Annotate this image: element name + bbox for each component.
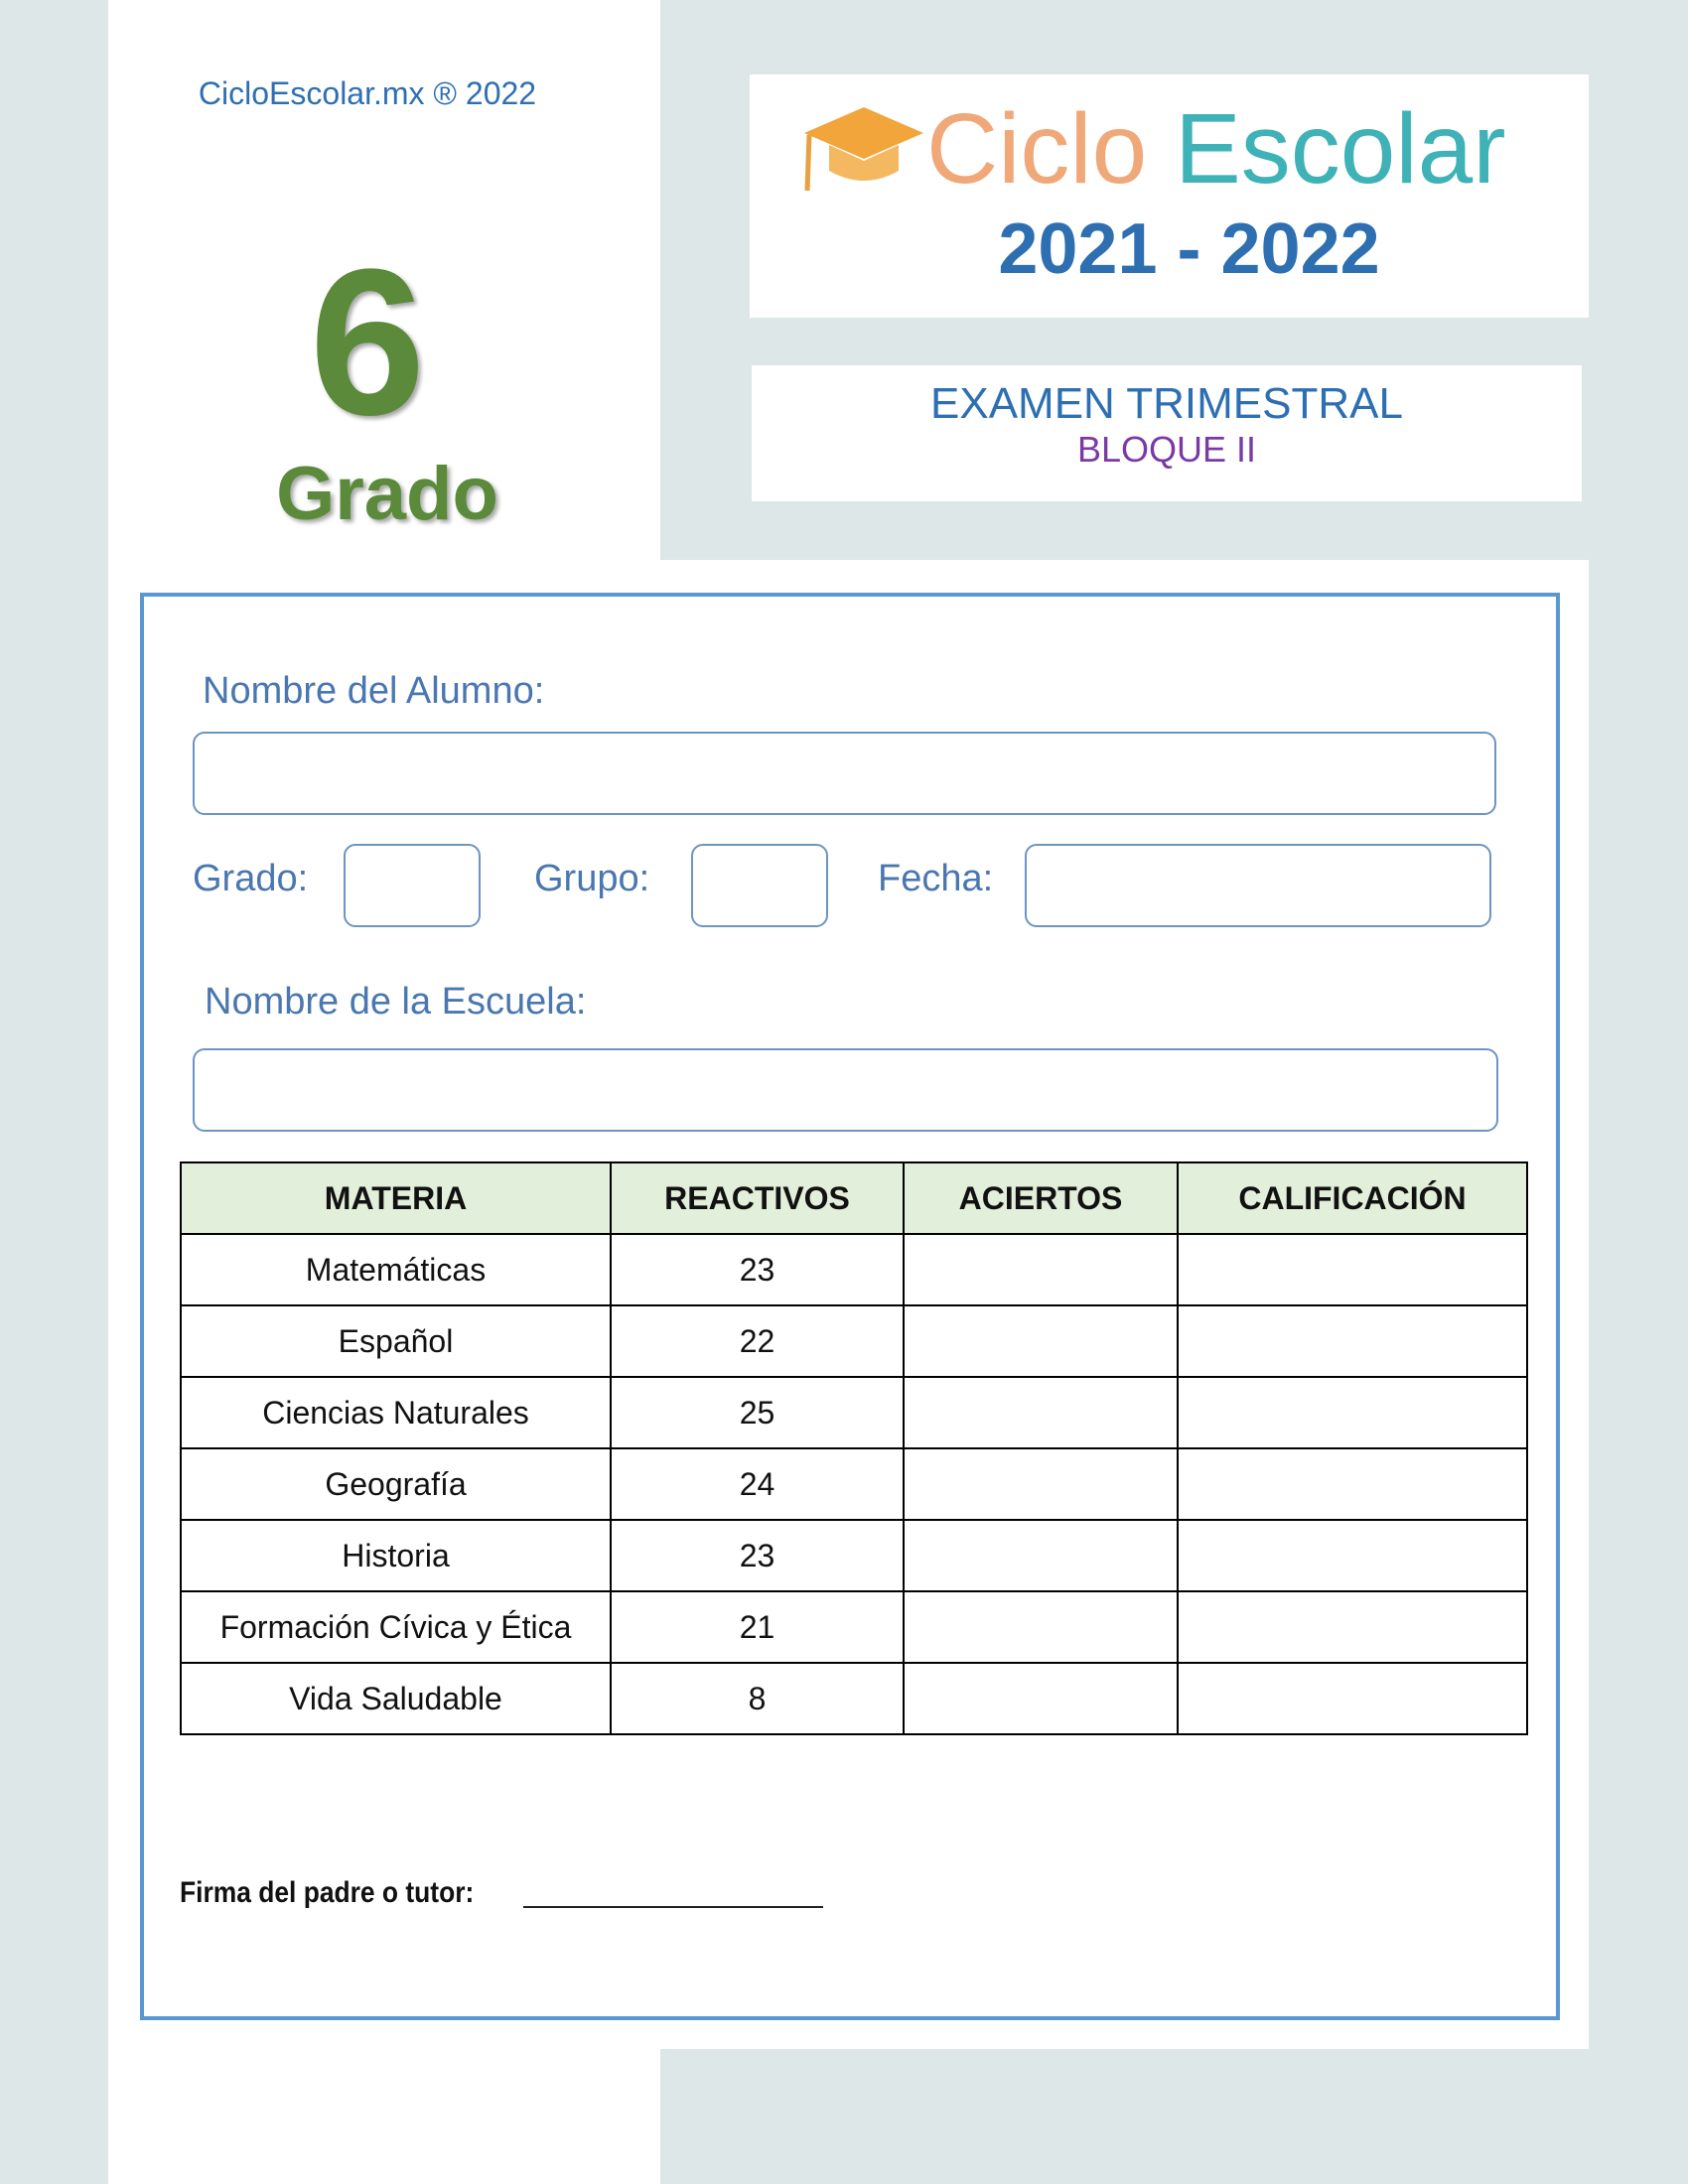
grade-cell[interactable] (1178, 1663, 1527, 1734)
date-field[interactable] (1025, 844, 1491, 927)
subject-cell: Vida Saludable (181, 1663, 611, 1734)
correct-cell[interactable] (904, 1663, 1178, 1734)
subject-cell: Formación Cívica y Ética (181, 1591, 611, 1663)
signature-line[interactable] (523, 1906, 823, 1908)
group-field[interactable] (691, 844, 828, 927)
student-name-field[interactable] (193, 732, 1496, 815)
grade-cell[interactable] (1178, 1520, 1527, 1591)
grade-label: Grado: (193, 858, 309, 899)
school-name-label: Nombre de la Escuela: (205, 981, 587, 1023)
grade-cell[interactable] (1178, 1305, 1527, 1377)
grade-field[interactable] (344, 844, 481, 927)
brand-box (750, 74, 1589, 318)
correct-cell[interactable] (904, 1591, 1178, 1663)
grade-cell[interactable] (1178, 1234, 1527, 1305)
exam-title: EXAMEN TRIMESTRAL (930, 379, 1403, 428)
subject-cell: Ciencias Naturales (181, 1377, 611, 1448)
correct-cell[interactable] (904, 1377, 1178, 1448)
subject-cell: Historia (181, 1520, 611, 1591)
graduation-cap-icon (799, 99, 928, 199)
subject-cell: Matemáticas (181, 1234, 611, 1305)
header-aciertos: ACIERTOS (904, 1162, 1178, 1234)
items-cell: 21 (611, 1591, 904, 1663)
school-year: 2021 - 2022 (998, 209, 1380, 289)
exam-block: BLOQUE II (1076, 429, 1257, 470)
table-row (181, 1448, 1527, 1520)
brand-name (926, 94, 1506, 204)
subject-cell: Geografía (181, 1448, 611, 1520)
correct-cell[interactable] (904, 1234, 1178, 1305)
items-cell: 23 (611, 1520, 904, 1591)
school-name-field[interactable] (193, 1048, 1498, 1132)
table-row (181, 1234, 1527, 1305)
score-table (180, 1161, 1528, 1735)
table-row (181, 1377, 1527, 1448)
table-row (181, 1663, 1527, 1734)
grade-cell[interactable] (1178, 1448, 1527, 1520)
header-calificacion: CALIFICACIÓN (1178, 1162, 1527, 1234)
items-cell: 23 (611, 1234, 904, 1305)
correct-cell[interactable] (904, 1305, 1178, 1377)
grade-word: Grado (276, 452, 498, 536)
date-label: Fecha: (878, 858, 994, 899)
grade-number: 6 (309, 225, 426, 459)
brand-name-ciclo: Ciclo (926, 93, 1148, 205)
correct-cell[interactable] (904, 1520, 1178, 1591)
table-header-row (181, 1162, 1527, 1234)
correct-cell[interactable] (904, 1448, 1178, 1520)
grade-cell[interactable] (1178, 1377, 1527, 1448)
items-cell: 8 (611, 1663, 904, 1734)
student-name-label: Nombre del Alumno: (203, 670, 545, 712)
table-row (181, 1305, 1527, 1377)
items-cell: 24 (611, 1448, 904, 1520)
header-reactivos: REACTIVOS (611, 1162, 904, 1234)
header-materia: MATERIA (181, 1162, 611, 1234)
subject-cell: Español (181, 1305, 611, 1377)
items-cell: 22 (611, 1305, 904, 1377)
exam-box (752, 365, 1582, 501)
items-cell: 25 (611, 1377, 904, 1448)
brand-name-escolar: Escolar (1175, 93, 1506, 205)
grade-cell[interactable] (1178, 1591, 1527, 1663)
table-row (181, 1591, 1527, 1663)
signature-label: Firma del padre o tutor: (180, 1876, 475, 1909)
site-credit: CicloEscolar.mx ® 2022 (198, 75, 537, 111)
table-row (181, 1520, 1527, 1591)
group-label: Grupo: (534, 858, 650, 899)
